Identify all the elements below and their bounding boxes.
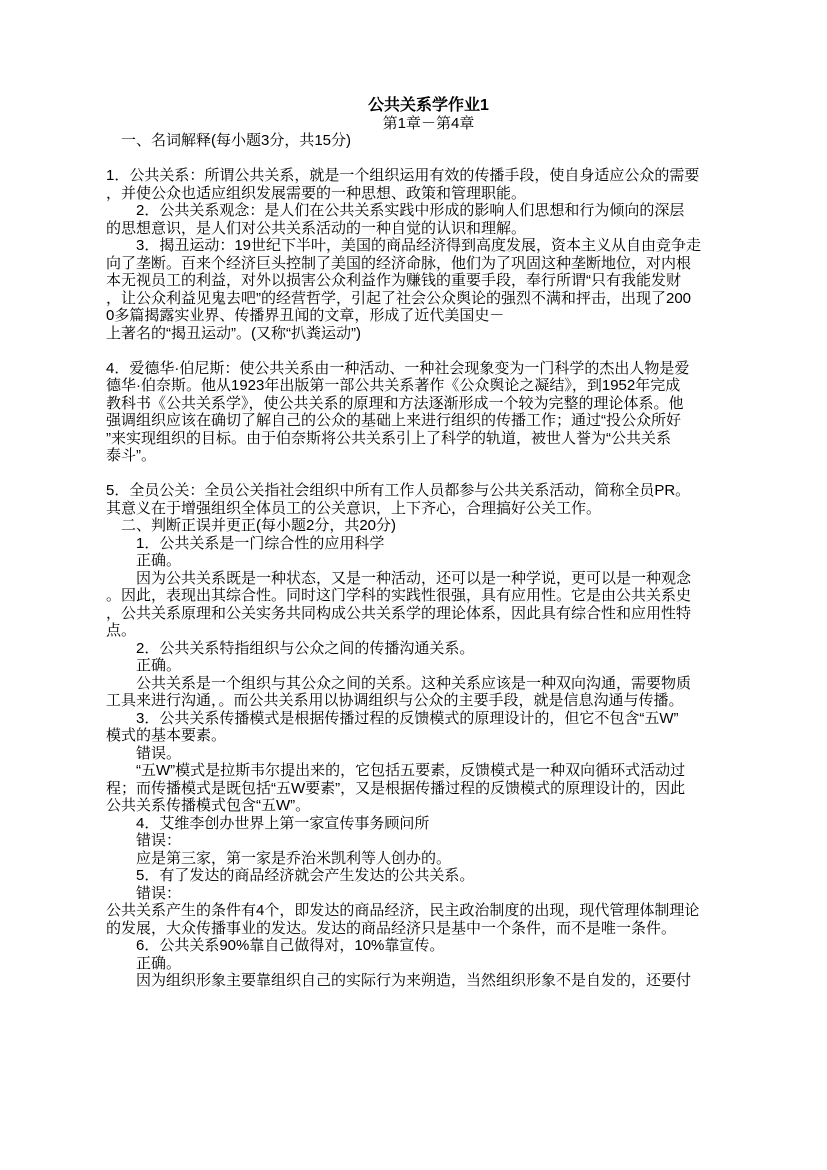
doc-line: 本无视员工的利益，对外以损害公众利益作为赚钱的重要手段，奉行所谓“只有我能发财 bbox=[106, 272, 681, 289]
doc-line: “五W”模式是拉斯韦尔提出来的，它包括五要素，反馈模式是一种双向循环式活动过 bbox=[106, 762, 686, 779]
doc-line: 因为公共关系既是一种状态，又是一种活动，还可以是一种学说，更可以是一种观念 bbox=[106, 569, 692, 587]
doc-line: 5．全员公关：全员公关指社会组织中所有工作人员都参与公共关系活动，简称全员PR。 bbox=[106, 482, 691, 499]
doc-line: 工具来进行沟通，。而公共关系用以协调组织与公众的主要手段，就是信息沟通与传播。 bbox=[106, 692, 684, 709]
doc-line: 4．艾维李创办世界上第一家宣传事务顾问所 bbox=[106, 814, 430, 832]
doc-line: ，让公众利益见鬼去吧”的经营哲学，引起了社会公众舆论的强烈不满和抨击，出现了200 bbox=[106, 289, 692, 307]
doc-line: 的思想意识，是人们对公共关系活动的一种自觉的认识和理解。 bbox=[106, 219, 527, 237]
doc-line bbox=[106, 465, 751, 483]
doc-subtitle: 第1章－第4章 bbox=[382, 114, 475, 132]
doc-line: 错误。 bbox=[106, 744, 182, 762]
document-body bbox=[106, 132, 751, 990]
doc-line: 模式的基本要素。 bbox=[106, 727, 227, 744]
doc-line: 。因此，表现出其综合性。同时这门学科的实践性很强，具有应用性。它是由公共关系史 bbox=[106, 587, 692, 604]
doc-line: 错误： bbox=[106, 832, 182, 849]
doc-line: 其意义在于增强组织全体员工的公关意识，上下齐心，合理搞好公关工作。 bbox=[106, 499, 602, 517]
doc-line: ”来实现组织的目标。由于伯奈斯将公共关系引上了科学的轨道，被世人誉为“公共关系 bbox=[106, 429, 671, 447]
doc-line: 向了垄断。百来个经济巨头控制了美国的经济命脉，他们为了巩固这种垄断地位，对内根 bbox=[106, 254, 692, 272]
doc-line: 应是第三家，第一家是乔治米凯利等人创办的。 bbox=[106, 849, 452, 867]
doc-line: 公共关系产生的条件有4个，即发达的商品经济，民主政治制度的出现，现代管理体制理论 bbox=[106, 902, 700, 919]
doc-line: 0多篇揭露实业界、传播界丑闻的文章，形成了近代美国史－ bbox=[106, 307, 505, 324]
doc-line: 泰斗”。 bbox=[106, 447, 156, 464]
doc-line: 5．有了发达的商品经济就会产生发达的公共关系。 bbox=[106, 867, 475, 884]
doc-line: 教科书《公共关系学》，使公共关系的原理和方法逐渐形成一个较为完整的理论体系。他 bbox=[106, 394, 684, 412]
doc-title: 公共关系学作业1 bbox=[368, 97, 489, 114]
doc-line: 正确。 bbox=[106, 954, 182, 972]
doc-line bbox=[106, 342, 751, 360]
doc-line: 点。 bbox=[106, 622, 137, 639]
doc-line: 公共关系传播模式包含“五W”。 bbox=[106, 797, 311, 814]
doc-line: 公共关系是一个组织与其公众之间的关系。这种关系应该是一种双向沟通，需要物质 bbox=[106, 674, 692, 692]
doc-line: 6．公共关系90%靠自己做得对，10%靠宣传。 bbox=[106, 937, 445, 954]
doc-line: ，公共关系原理和公关实务共同构成公共关系学的理论体系，因此具有综合性和应用性特 bbox=[106, 604, 692, 622]
doc-line: ，并使公众也适应组织发展需要的一种思想、政策和管理职能。 bbox=[106, 184, 527, 202]
doc-line: 正确。 bbox=[106, 552, 182, 569]
doc-line: 错误： bbox=[106, 884, 182, 902]
doc-line: 德华·伯奈斯。他从1923年出版第一部公共关系著作《公众舆论之凝结》，到1952年完成 bbox=[106, 377, 681, 394]
document-content bbox=[106, 97, 751, 990]
doc-line: 3．揭丑运动：19世纪下半叶，美国的商品经济得到高度发展，资本主义从自由竞争走 bbox=[106, 237, 702, 254]
doc-line: 1．公共关系：所谓公共关系，就是一个组织运用有效的传播手段，使自身适应公众的需要 bbox=[106, 167, 700, 184]
doc-line: 的发展，大众传播事业的发达。发达的商品经济只是基中一个条件，而不是唯一条件。 bbox=[106, 919, 677, 937]
doc-line: 1．公共关系是一门综合性的应用科学 bbox=[106, 534, 385, 552]
doc-line: 2．公共关系观念：是人们在公共关系实践中形成的影响人们思想和行为倾向的深层 bbox=[106, 202, 685, 219]
doc-line: 程；而传播模式是既包括“五W要素”，又是根据传播过程的反馈模式的原理设计的，因此 bbox=[106, 779, 686, 797]
doc-line: 正确。 bbox=[106, 657, 182, 674]
doc-line: 因为组织形象主要靠组织自己的实际行为来朔造，当然组织形象不是自发的，还要付 bbox=[106, 972, 692, 989]
doc-line: 3．公共关系传播模式是根据传播过程的反馈模式的原理设计的，但它不包含“五W” bbox=[106, 709, 679, 727]
doc-line: 强调组织应该在确切了解自己的公众的基础上来进行组织的传播工作；通过“投公众所好 bbox=[106, 412, 681, 429]
doc-line: 4．爱德华·伯尼斯：使公共关系由一种活动、一种社会现象变为一门科学的杰出人物是爱 bbox=[106, 359, 690, 377]
doc-line: 2．公共关系特指组织与公众之间的传播沟通关系。 bbox=[106, 639, 475, 657]
doc-line: 一、名词解释(每小题3分，共15分) bbox=[106, 132, 352, 149]
doc-line: 二、判断正误并更正(每小题2分，共20分) bbox=[106, 517, 397, 534]
doc-line bbox=[106, 150, 751, 168]
doc-line: 上著名的“揭丑运动”。(又称“扒粪运动”) bbox=[106, 324, 361, 342]
